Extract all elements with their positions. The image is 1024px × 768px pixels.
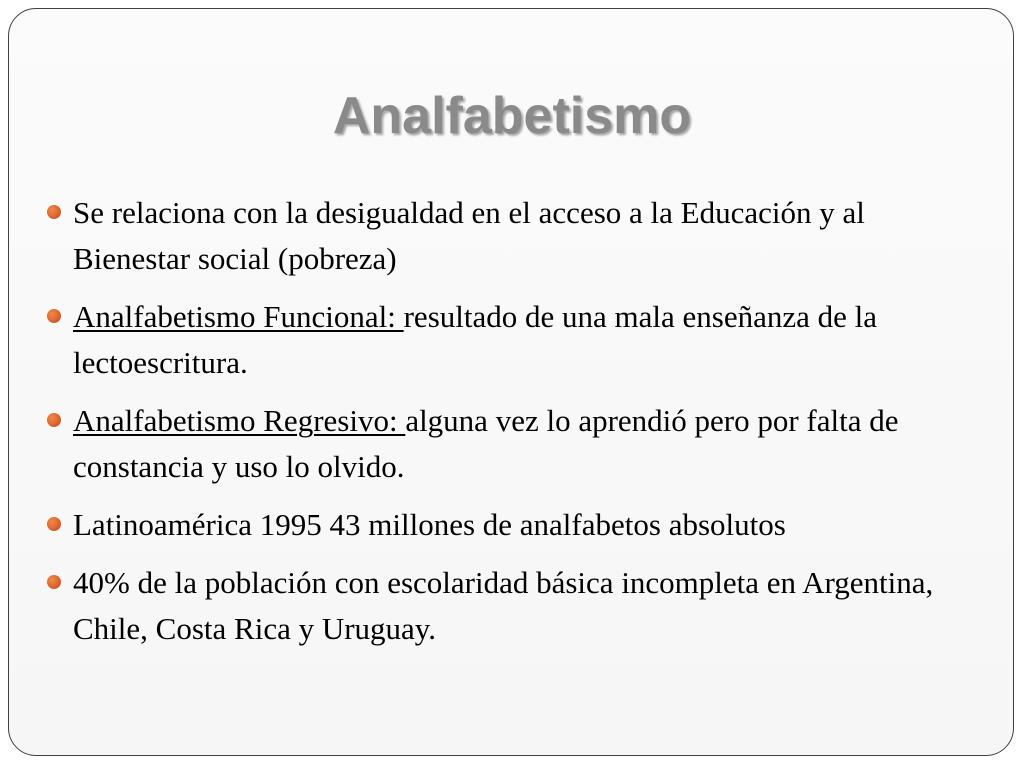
bullet-lead-term: Analfabetismo Funcional: (73, 299, 404, 334)
bullet-dot-icon (47, 517, 61, 531)
bullet-text: alguna vez lo aprendió pero por falta de constancia y uso lo olvido. (73, 403, 899, 484)
bullet-text: 40% de la población con escolaridad básica incompleta en Argentina, Chile, Costa Rica y Uruguay. (73, 565, 934, 646)
bullet-item-regressive-illiteracy (44, 398, 974, 490)
bullet-dot-icon (47, 575, 61, 589)
bullet-item-inequality (44, 190, 974, 282)
bullet-item-latin-america (44, 502, 974, 548)
bullet-dot-icon (47, 309, 61, 323)
bullet-lead-term: Analfabetismo Regresivo: (73, 403, 406, 438)
slide-title: Analfabetismo (332, 87, 692, 145)
bullet-dot-icon (47, 205, 61, 219)
bullet-item-functional-illiteracy (44, 294, 974, 386)
bullet-item-schooling (44, 560, 974, 652)
bullet-text: Latinoamérica 1995 43 millones de analfabetos absolutos (73, 507, 786, 542)
bullet-text: resultado de una mala enseñanza de la lectoescritura. (73, 299, 877, 380)
bullet-dot-icon (47, 413, 61, 427)
bullet-list (44, 190, 974, 664)
bullet-text: Se relaciona con la desigualdad en el acceso a la Educación y al Bienestar social (pobreza) (73, 195, 865, 276)
